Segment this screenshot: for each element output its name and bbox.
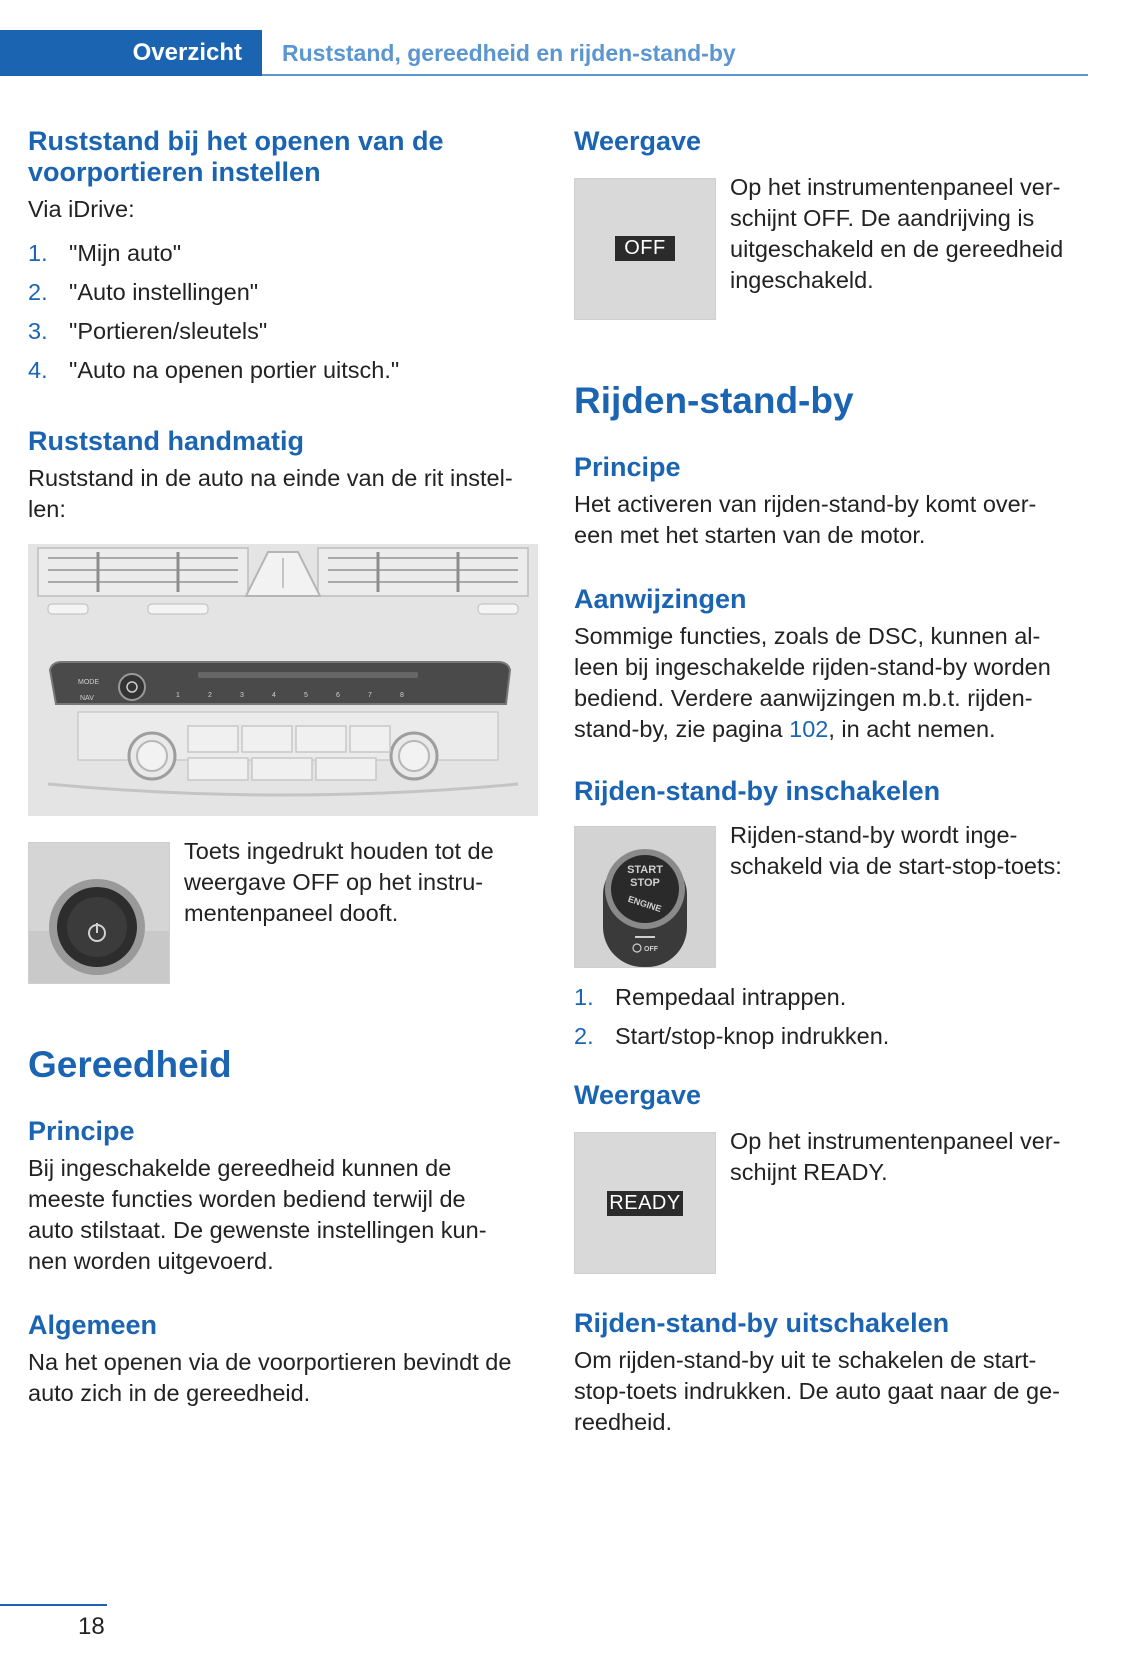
start-label: START bbox=[627, 864, 663, 876]
text-line: weergave OFF op het instru- bbox=[184, 869, 484, 895]
section-ruststand-voorportieren bbox=[28, 126, 548, 394]
inschakelen-text bbox=[730, 820, 1090, 882]
text-line: len: bbox=[28, 496, 66, 522]
list-item bbox=[574, 982, 1094, 1021]
text-line: , in acht nemen. bbox=[828, 716, 996, 742]
off-badge: OFF bbox=[615, 236, 675, 261]
text-line: mentenpaneel dooft. bbox=[184, 900, 399, 926]
text-line: Om rijden-stand-by uit te schakelen de start- bbox=[574, 1347, 1037, 1373]
off-indicator bbox=[575, 236, 715, 261]
intro-text: Via iDrive: bbox=[28, 196, 135, 222]
display-off-image bbox=[574, 178, 716, 320]
text-line: uitgeschakeld en de gereedheid bbox=[730, 236, 1064, 262]
body-text bbox=[574, 1345, 1094, 1438]
body-text bbox=[574, 621, 1094, 745]
section-gereedheid bbox=[28, 1044, 548, 1086]
footer-rule bbox=[0, 1604, 107, 1606]
text-line: een met het starten van de motor. bbox=[574, 522, 926, 548]
text-line: schakeld via de start-stop-toets: bbox=[730, 853, 1062, 879]
preset-label: 4 bbox=[272, 692, 276, 699]
text-line: reedheid. bbox=[574, 1409, 672, 1435]
section-weergave-ready bbox=[574, 1080, 1094, 1111]
ready-indicator bbox=[575, 1191, 715, 1216]
list-item bbox=[28, 316, 548, 355]
text-line: Op het instrumentenpaneel ver- bbox=[730, 1128, 1061, 1154]
section-title: Weergave bbox=[574, 1080, 702, 1110]
body-text bbox=[28, 463, 548, 525]
preset-label: 2 bbox=[208, 692, 212, 699]
step-number: 2. bbox=[574, 1023, 594, 1049]
text-line: Bij ingeschakelde gereedheid kunnen de bbox=[28, 1155, 452, 1181]
body-text bbox=[28, 1347, 548, 1409]
mode-label: MODE bbox=[78, 679, 99, 686]
list-item bbox=[28, 277, 548, 316]
page-reference-link[interactable]: 102 bbox=[789, 716, 829, 742]
text-line: nen worden uitgevoerd. bbox=[28, 1248, 274, 1274]
preset-label: 6 bbox=[336, 692, 340, 699]
section-title: Principe bbox=[574, 452, 681, 482]
power-knob-drawing bbox=[29, 843, 170, 984]
text-line: schijnt READY. bbox=[730, 1159, 888, 1185]
section-title: Principe bbox=[28, 1116, 135, 1146]
section-inschakelen bbox=[574, 776, 1094, 807]
chapter-heading: Rijden-stand-by bbox=[574, 380, 854, 421]
body-text bbox=[28, 1153, 548, 1277]
section-ruststand-handmatig bbox=[28, 426, 548, 525]
step-number: 1. bbox=[28, 240, 48, 266]
text-line: leen bij ingeschakelde rijden-stand-by worden bbox=[574, 654, 1051, 680]
section-uitschakelen bbox=[574, 1308, 1094, 1438]
list-item bbox=[28, 238, 548, 277]
text-line: Rijden-stand-by wordt inge- bbox=[730, 822, 1018, 848]
text-line: Het activeren van rijden-stand-by komt over- bbox=[574, 491, 1037, 517]
text-line: meeste functies worden bediend terwijl de bbox=[28, 1186, 466, 1212]
console-drawing bbox=[28, 544, 538, 816]
off-label: OFF bbox=[644, 946, 658, 953]
section-principe-rsb bbox=[574, 452, 1094, 551]
list-item bbox=[574, 1021, 1094, 1060]
section-algemeen bbox=[28, 1310, 548, 1409]
section-title: Weergave bbox=[574, 126, 702, 156]
text-line: Ruststand in de auto na einde van de rit instel- bbox=[28, 465, 513, 491]
header-chapter-title: Ruststand, gereedheid en rijden-stand-by bbox=[282, 40, 736, 66]
step-text: "Portieren/sleutels" bbox=[69, 318, 268, 344]
weergave-off-text bbox=[730, 172, 1090, 296]
center-console-illustration bbox=[28, 544, 538, 816]
step-number: 4. bbox=[28, 357, 48, 383]
preset-label: 7 bbox=[368, 692, 372, 699]
inschakelen-steps-list bbox=[574, 982, 1094, 1060]
text-line: schijnt OFF. De aandrijving is bbox=[730, 205, 1035, 231]
display-ready-image bbox=[574, 1132, 716, 1274]
text-line: Sommige functies, zoals de DSC, kunnen al- bbox=[574, 623, 1041, 649]
section-title: Rijden-stand-by inschakelen bbox=[574, 776, 941, 806]
text-line: auto zich in de gereedheid. bbox=[28, 1380, 311, 1406]
title-line: Ruststand bij het openen van de bbox=[28, 126, 444, 156]
header-section-tab: Overzicht bbox=[0, 30, 262, 76]
step-text: Rempedaal intrappen. bbox=[615, 984, 847, 1010]
step-text: "Mijn auto" bbox=[69, 240, 182, 266]
text-line: bediend. Verdere aanwijzingen m.b.t. rijden- bbox=[574, 685, 1033, 711]
section-title: Rijden-stand-by uitschakelen bbox=[574, 1308, 950, 1338]
body-text bbox=[574, 489, 1094, 551]
section-title: Aanwijzingen bbox=[574, 584, 747, 614]
section-principe-gereedheid bbox=[28, 1116, 548, 1277]
text-line: stop-toets indrukken. De auto gaat naar de ge- bbox=[574, 1378, 1060, 1404]
section-aanwijzingen bbox=[574, 584, 1094, 745]
weergave-ready-text bbox=[730, 1126, 1090, 1188]
stop-label: STOP bbox=[630, 877, 660, 889]
title-line: voorportieren instellen bbox=[28, 157, 321, 187]
step-text: "Auto instellingen" bbox=[69, 279, 259, 305]
text-line: Op het instrumentenpaneel ver- bbox=[730, 174, 1061, 200]
step-text: "Auto na openen portier uitsch." bbox=[69, 357, 400, 383]
section-title bbox=[28, 126, 548, 188]
list-item bbox=[28, 355, 548, 394]
idrive-steps-list bbox=[28, 238, 548, 394]
step-text: Start/stop-knop indrukken. bbox=[615, 1023, 890, 1049]
section-title: Algemeen bbox=[28, 1310, 158, 1340]
preset-label: 1 bbox=[176, 692, 180, 699]
text-line: Toets ingedrukt houden tot de bbox=[184, 838, 494, 864]
power-knob-image bbox=[28, 842, 170, 984]
preset-label: 8 bbox=[400, 692, 404, 699]
section-rijden-stand-by bbox=[574, 380, 1094, 422]
start-stop-drawing bbox=[575, 827, 716, 968]
start-stop-button-image bbox=[574, 826, 716, 968]
text-line: ingeschakeld. bbox=[730, 267, 874, 293]
engine-label: ENGINE bbox=[626, 893, 663, 915]
step-number: 3. bbox=[28, 318, 48, 344]
text-line: Na het openen via de voorportieren bevindt de bbox=[28, 1349, 512, 1375]
ready-badge: READY bbox=[609, 1192, 681, 1214]
header-divider bbox=[262, 74, 1088, 76]
knob-instruction bbox=[184, 836, 544, 929]
nav-label: NAV bbox=[80, 695, 94, 702]
preset-label: 3 bbox=[240, 692, 244, 699]
chapter-heading: Gereedheid bbox=[28, 1044, 232, 1085]
section-title: Ruststand handmatig bbox=[28, 426, 305, 456]
preset-label: 5 bbox=[304, 692, 308, 699]
step-number: 1. bbox=[574, 984, 594, 1010]
text-line: stand-by, zie pagina bbox=[574, 716, 790, 742]
text-line: auto stilstaat. De gewenste instellingen kun- bbox=[28, 1217, 487, 1243]
section-weergave-off bbox=[574, 126, 1094, 157]
step-number: 2. bbox=[28, 279, 48, 305]
page-number: 18 bbox=[78, 1613, 105, 1640]
